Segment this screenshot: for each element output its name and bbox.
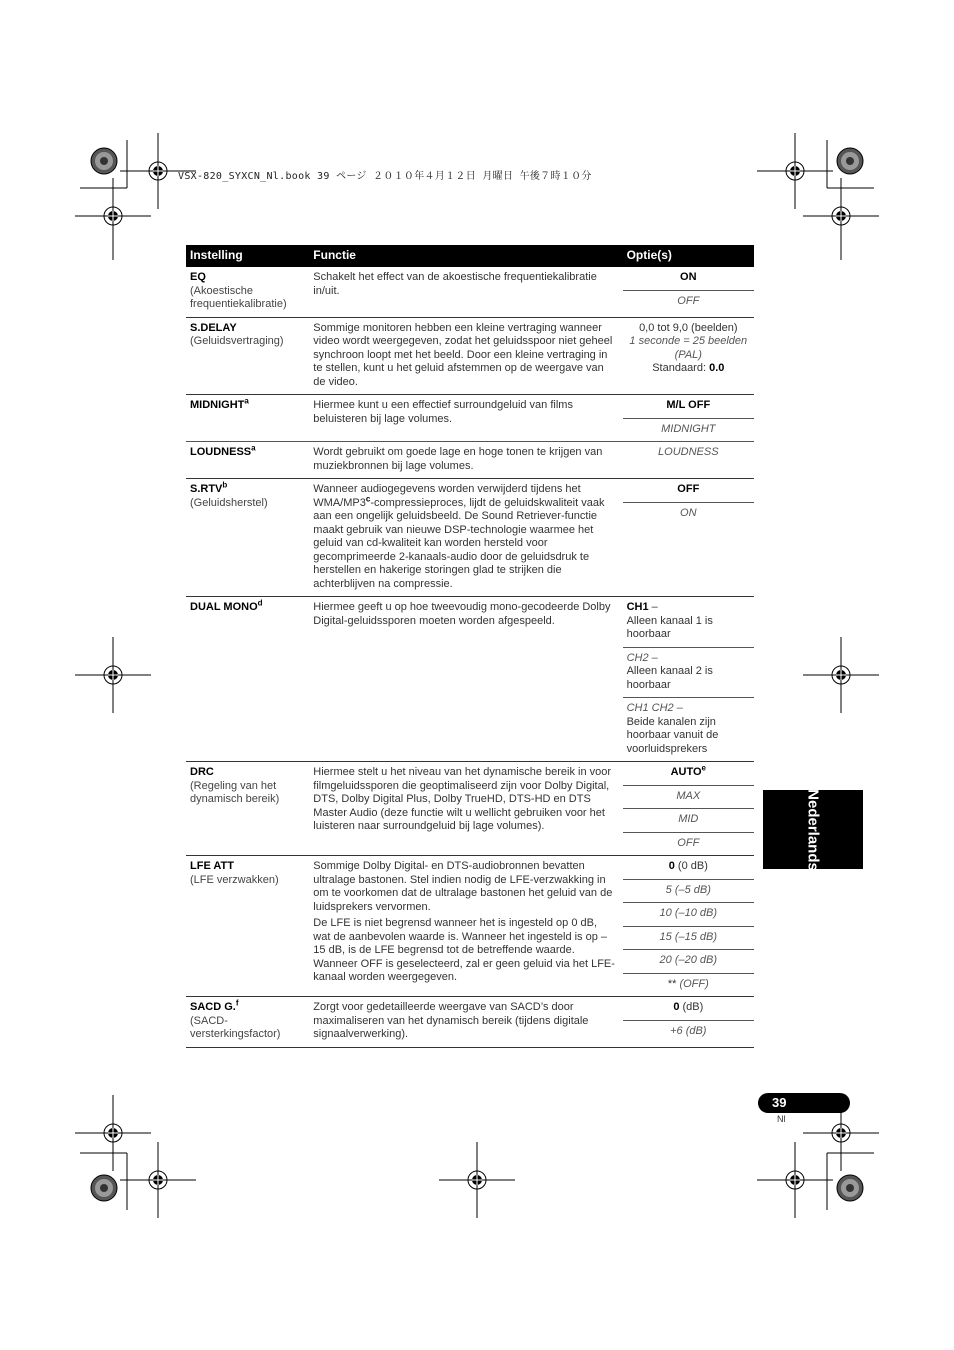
setting-description: Hiermee kunt u een effectief surroundgeluid van films beluisteren bij lage volumes. [309,395,622,442]
option-value: 0 [673,1001,680,1013]
header-instelling: Instelling [186,245,309,267]
option-unit: (dB) [679,1001,704,1013]
option-value: OFF [677,294,700,307]
footnote-marker: b [222,480,228,490]
table-row [186,762,754,856]
table-row [186,267,754,317]
setting-name: MIDNIGHT [190,399,245,411]
option-note: 1 seconde = 25 beelden (PAL) [629,335,748,361]
option-text: Alleen kanaal 2 is hoorbaar [626,665,713,691]
table-row [186,479,754,597]
setting-name: LOUDNESS [190,446,252,458]
setting-description: Wordt gebruikt om goede lage en hoge tonen te krijgen van muziekbronnen bij lage volumes. [309,442,622,479]
option-value: AUTO [670,766,702,778]
option-dash: – [648,601,658,613]
option-value: MIDNIGHT [661,422,716,435]
option-key: CH1 [626,601,649,613]
option-value: 10 (–10 dB) [623,903,754,927]
setting-name: S.DELAY [190,321,237,334]
setting-description: Schakelt het effect van de akoestische frequentiekalibratie in/uit. [309,267,622,317]
table-row [186,395,754,442]
setting-name: DUAL MONO [190,601,258,613]
header-functie: Functie [309,245,622,267]
footnote-marker: a [251,443,256,453]
page-language-code: Nl [777,1114,786,1124]
option-value: ON [680,506,697,519]
setting-description: Hiermee stelt u het niveau van het dynamische bereik in voor filmgeluidssporen die geoptimaliseerd zijn voor Dolby Digital, DTS, Dolby Digital Plus, Dolby TrueHD, DTS-HD en DTS Master Audio (deze functie wilt u wellicht gebruiken voor het luisteren naar surroundgeluid bij lage volumes). [309,762,622,856]
settings-table [186,245,754,1048]
option-standard-value: 0.0 [709,362,725,374]
option-key: CH2 – [626,651,658,664]
option-value: MAX [623,786,754,810]
table-header-row [186,245,754,267]
option-value: ON [623,267,754,291]
page-number-pill [758,1093,850,1113]
footnote-marker: a [244,396,249,406]
setting-name: LFE ATT [190,860,234,872]
setting-description-cont: -compressieproces, lijdt de geluidskwaliteit vaak aan een ongelijk geluidsbeeld. De Sound Retriever-functie maakt gebruik van nieuwe DSP-technologie waarmee het geluid van cd-kwaliteit kan worden hersteld voor gecomprimeerde 2-kanaals-audio door de geluidsdruk te herstellen en hakerige storingen glad te strijken die achterblijven na compressie. [313,496,605,590]
option-value: LOUDNESS [658,446,719,458]
setting-description: Sommige Dolby Digital- en DTS-audiobronnen bevatten ultralage bastonen. Stel indien nodig de LFE-verzwakking in om te voorkomen dat de ultralage bastonen het geluid van de luidsprekers vervormen. [313,860,613,913]
language-tab-label: Nederlands [804,788,822,871]
setting-description: Zorgt voor gedetailleerde weergave van SACD’s door maximaliseren van het dynamisch bereik (tijdens digitale signaalverwerking). [309,997,622,1048]
file-header: VSX-820_SYXCN_Nl.book 39 ページ ２０１０年４月１２日 月曜日 午後７時１０分 [178,171,592,182]
header-opties: Optie(s) [623,245,754,267]
page-number: 39 [772,1095,787,1110]
option-value: +6 (dB) [670,1024,707,1037]
footnote-marker: f [235,998,239,1008]
option-value: 5 (–5 dB) [623,880,754,904]
option-value: M/L OFF [623,395,754,419]
setting-description: Wanneer audiogegevens worden verwijderd tijdens het WMA/MP3 [313,483,581,509]
option-value: 0 [668,860,675,872]
setting-name: SACD G. [190,1001,236,1013]
setting-subtitle: (LFE verzwakken) [190,873,279,886]
option-value: 20 (–20 dB) [623,950,754,974]
table-row [186,856,754,997]
option-standard-label: Standaard: [652,362,707,374]
option-value: OFF [623,479,754,503]
setting-name: DRC [190,766,214,778]
option-value: 15 (–15 dB) [623,927,754,951]
option-value: MID [623,809,754,833]
setting-description: De LFE is niet begrensd wanneer het is ingesteld op 0 dB, wat de aanbevolen waarde is. Wanneer het ingesteld is op –15 dB, is de LFE begrensd tot de betreffende waarde. Wanneer OFF is geselecteerd, zal er geen geluid via het LFE-kanaal worden weergegeven. [313,917,615,983]
setting-subtitle: (SACD-versterkingsfactor) [190,1014,281,1040]
setting-description: Sommige monitoren hebben een kleine vertraging wanneer video wordt weergegeven, zodat het geluidsspoor niet geheel synchroon loopt met het beeld. Door een kleine vertraging in te stellen, kunt u het geluid afstemmen op de weergave van de video. [309,317,622,395]
footnote-marker: c [365,493,371,503]
table-row [186,597,754,762]
option-stars: ** [667,977,680,990]
option-value: OFF [677,836,700,849]
setting-subtitle: (Geluidsvertraging) [190,335,284,347]
option-range: 0,0 tot 9,0 (beelden) [639,321,738,334]
option-key: CH1 CH2 – [626,702,683,714]
option-unit: (0 dB) [674,860,708,872]
table-row [186,317,754,395]
setting-name: EQ [190,271,206,283]
footnote-marker: e [701,763,706,773]
setting-description: Hiermee geeft u op hoe tweevoudig mono-gecodeerde Dolby Digital-geluidssporen moeten worden afgespeeld. [309,597,622,762]
table-row [186,442,754,479]
footnote-marker: d [257,598,263,608]
language-tab [763,790,863,869]
setting-name: S.RTV [190,483,223,495]
table-row [186,997,754,1048]
option-value: (OFF) [679,977,709,990]
option-text: Alleen kanaal 1 is hoorbaar [626,614,713,640]
setting-subtitle: (Geluidsherstel) [190,496,268,509]
setting-subtitle: (Regeling van het dynamisch bereik) [190,779,280,805]
option-text: Beide kanalen zijn hoorbaar vanuit de voorluidsprekers [626,715,719,755]
setting-subtitle: (Akoestische frequentiekalibratie) [190,284,287,310]
